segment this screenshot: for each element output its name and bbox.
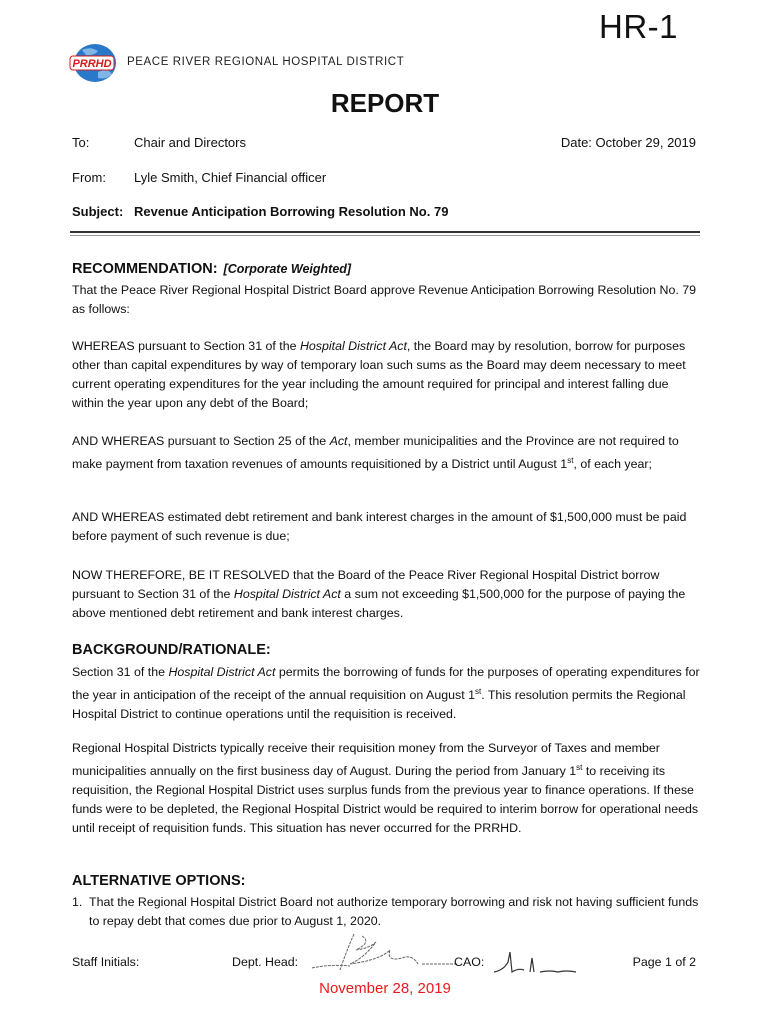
- subject-value: Revenue Anticipation Borrowing Resolution No. 79: [134, 204, 449, 219]
- prrhd-logo: [68, 42, 118, 84]
- logo-text: PRRHD: [72, 58, 112, 70]
- whereas-paragraph-3: AND WHEREAS estimated debt retirement and bank interest charges in the amount of $1,500,000 must be paid before payment of such revenue is due;: [72, 510, 687, 543]
- page-number: Page 1 of 2: [632, 955, 696, 969]
- background-paragraph-2: Regional Hospital Districts typically receive their requisition money from the Surveyor of Taxes and member municipalities annually on the first business day of August. During the period from January 1st to receiving its requisition, the Regional Hospital District uses surplus funds from the previous year to finance operations. If these funds were to be depleted, the Regional Hospital District would be required to interim borrow for operational needs until receipt of requisition funds. This situation has never occurred for the PRRHD.: [72, 741, 699, 836]
- list-item-text: That the Regional Hospital District Board not authorize temporary borrowing and risk not having sufficient funds to repay debt that comes due prior to August 1, 2020.: [89, 895, 699, 928]
- recommendation-intro: [72, 281, 702, 319]
- document-code: HR-1: [598, 8, 678, 45]
- subject-label: Subject:: [72, 204, 124, 219]
- alternatives-heading: ALTERNATIVE OPTIONS:: [72, 873, 246, 889]
- resolved-paragraph: NOW THEREFORE, BE IT RESOLVED that the Board of the Peace River Regional Hospital District borrow pursuant to Section 31 of the Hospital District Act a sum not exceeding $1,500,000 for the purpose of paying the above mentioned debt retirement and bank interest charges.: [72, 568, 686, 620]
- whereas-paragraph-1: WHEREAS pursuant to Section 31 of the Hospital District Act, the Board may by resolution, borrow for purposes other than capital expenditures by way of temporary loan such sums as the Board may deem necessary to meet current operating expenditures for the year including the amount required for principal and interest falling due within the year upon any debt of the Board;: [72, 339, 686, 410]
- background-heading: BACKGROUND/RATIONALE:: [72, 642, 271, 658]
- cao-label: CAO:: [454, 955, 485, 969]
- received-date-stamp: November 28, 2019: [319, 980, 451, 997]
- to-label: To:: [72, 135, 90, 150]
- from-value: Lyle Smith, Chief Financial officer: [134, 170, 327, 185]
- from-label: From:: [72, 170, 106, 185]
- cao-signature: [490, 948, 580, 978]
- recommendation-heading: [72, 261, 351, 277]
- recommendation-tag: [Corporate Weighted]: [223, 262, 352, 276]
- staff-initials-label: Staff Initials:: [72, 955, 140, 969]
- to-value: Chair and Directors: [134, 135, 246, 150]
- background-paragraph-1: Section 31 of the Hospital District Act permits the borrowing of funds for the purposes of operating expenditures for the year in anticipation of the receipt of the annual requisition on August 1st. This resolution permits the Regional Hospital District to continue operations until the requisition is received.: [72, 665, 700, 722]
- header-divider-thin: [70, 235, 700, 236]
- whereas-paragraph-2: AND WHEREAS pursuant to Section 25 of the Act, member municipalities and the Province are not required to make payment from taxation revenues of amounts requisitioned by a District until August 1st, of each year;: [72, 434, 679, 472]
- alternatives-list-item: [72, 893, 702, 931]
- organization-name: PEACE RIVER REGIONAL HOSPITAL DISTRICT: [127, 56, 405, 68]
- header-divider: [70, 231, 700, 233]
- dept-head-label: Dept. Head:: [232, 955, 299, 969]
- recommendation-intro-text: That the Peace River Regional Hospital District Board approve Revenue Anticipation Borrowing Resolution No. 79 as follows:: [72, 283, 696, 316]
- report-date: Date: October 29, 2019: [560, 135, 696, 150]
- dept-head-signature: [310, 928, 460, 976]
- page-title: REPORT: [330, 88, 440, 118]
- list-item-number: 1.: [72, 895, 83, 909]
- recommendation-heading-text: RECOMMENDATION:: [72, 261, 218, 277]
